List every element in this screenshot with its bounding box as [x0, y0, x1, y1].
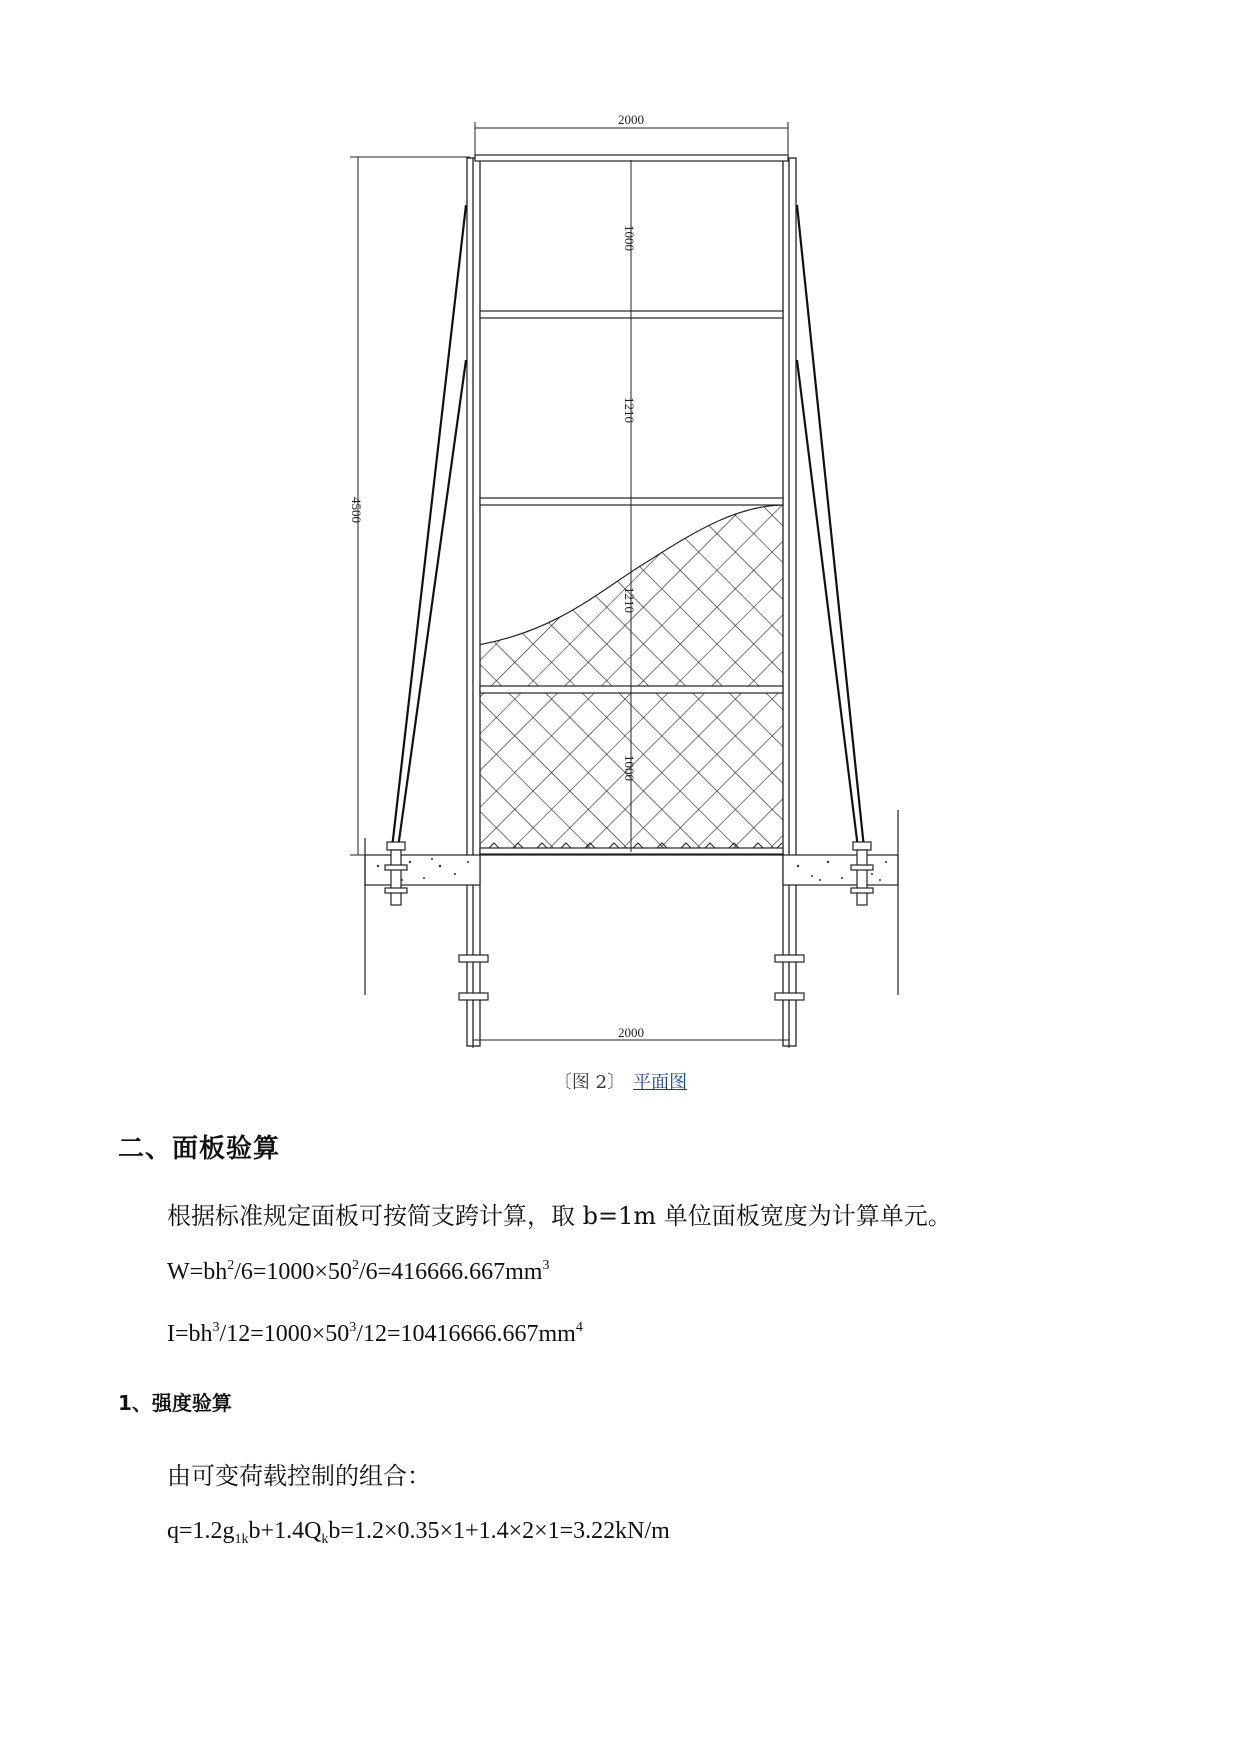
i-formula: $I=bh^3/12=1000\times 50^3/12=10416666.667mm^4$ [167, 1320, 583, 1347]
post-clamps [459, 955, 804, 1000]
seg3-label: 1210 [622, 587, 637, 613]
top-width-label: 2000 [618, 112, 644, 127]
seg2-label: 1210 [622, 397, 637, 423]
right-post [783, 158, 796, 1046]
height-dimension [350, 157, 470, 855]
q-formula: $q=1.2g_{1k}b+1.4Q_kb=1.2\times 0.35\times 1+1.4\times 2\times 1=3.22kN/m$ [167, 1518, 670, 1547]
seg1-label: 1000 [622, 225, 637, 251]
w-formula: $W=bh^2/6=1000\times 50^2/6=416666.667mm^3$ [167, 1258, 550, 1285]
ground-slab-right [783, 810, 898, 995]
bottom-width-label: 2000 [618, 1025, 644, 1040]
subsection-heading: 1、强度验算 [118, 1391, 232, 1415]
figure-caption [0, 1068, 1241, 1094]
caption-link[interactable]: 平面图 [633, 1072, 688, 1093]
top-dimension [475, 122, 788, 158]
ground-slab-left [365, 838, 480, 995]
seg4-label: 1000 [622, 755, 637, 781]
left-post [467, 158, 480, 1046]
caption-label: 〔图 2〕 [553, 1072, 626, 1093]
section-heading: 二、面板验算 [118, 1134, 281, 1164]
intro-paragraph: 根据标准规定面板可按简支跨计算，取 b=1m 单位面板宽度为计算单元。 [167, 1202, 952, 1230]
total-height-label: 4500 [349, 497, 364, 523]
combination-text: 由可变荷载控制的组合： [167, 1462, 431, 1490]
